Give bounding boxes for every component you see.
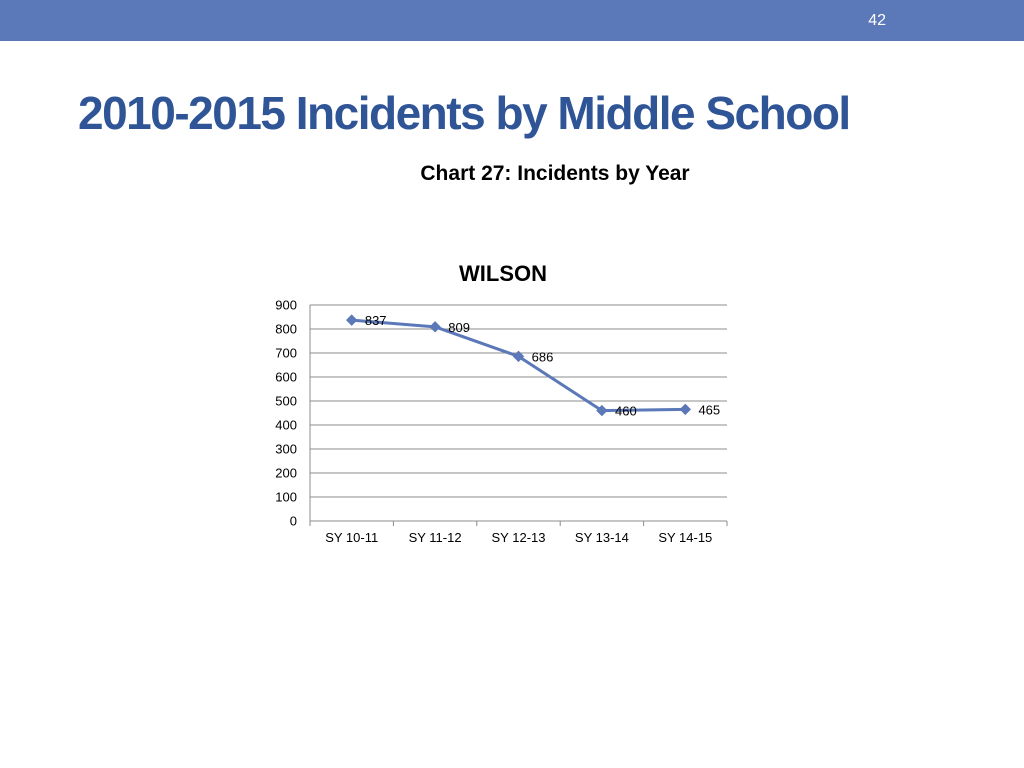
chart-title: WILSON <box>459 261 547 286</box>
series-line <box>352 320 686 410</box>
x-tick-label: SY 11-12 <box>408 530 462 545</box>
y-tick-label: 200 <box>275 465 297 481</box>
y-tick-label: 300 <box>275 441 297 457</box>
page-number: 42 <box>868 12 886 29</box>
y-tick-label: 0 <box>289 513 297 529</box>
data-label: 686 <box>531 349 554 365</box>
x-tick-label: SY 14-15 <box>658 530 713 545</box>
chart-caption: Chart 27: Incidents by Year <box>420 162 690 185</box>
y-tick-label: 100 <box>275 489 297 505</box>
axes <box>310 305 727 526</box>
y-tick-label: 900 <box>275 297 297 313</box>
data-label: 465 <box>698 402 721 418</box>
x-tick-label: SY 12-13 <box>491 530 546 545</box>
data-point <box>680 404 690 414</box>
y-tick-labels <box>275 298 297 529</box>
gridlines <box>310 305 727 497</box>
data-label: 809 <box>448 319 470 335</box>
y-tick-label: 700 <box>275 345 297 361</box>
y-tick-label: 500 <box>275 393 297 409</box>
slide-title: 2010-2015 Incidents by Middle School <box>78 87 850 139</box>
x-tick-label: SY 10-11 <box>325 530 379 545</box>
x-tick-label: SY 13-14 <box>574 530 629 545</box>
data-point <box>430 322 440 332</box>
y-tick-label: 800 <box>275 321 297 337</box>
data-label: 460 <box>615 403 637 419</box>
y-tick-label: 400 <box>275 417 297 433</box>
data-point <box>347 315 357 325</box>
data-label: 837 <box>364 313 387 329</box>
x-tick-labels <box>325 530 712 545</box>
y-tick-label: 600 <box>275 369 297 385</box>
